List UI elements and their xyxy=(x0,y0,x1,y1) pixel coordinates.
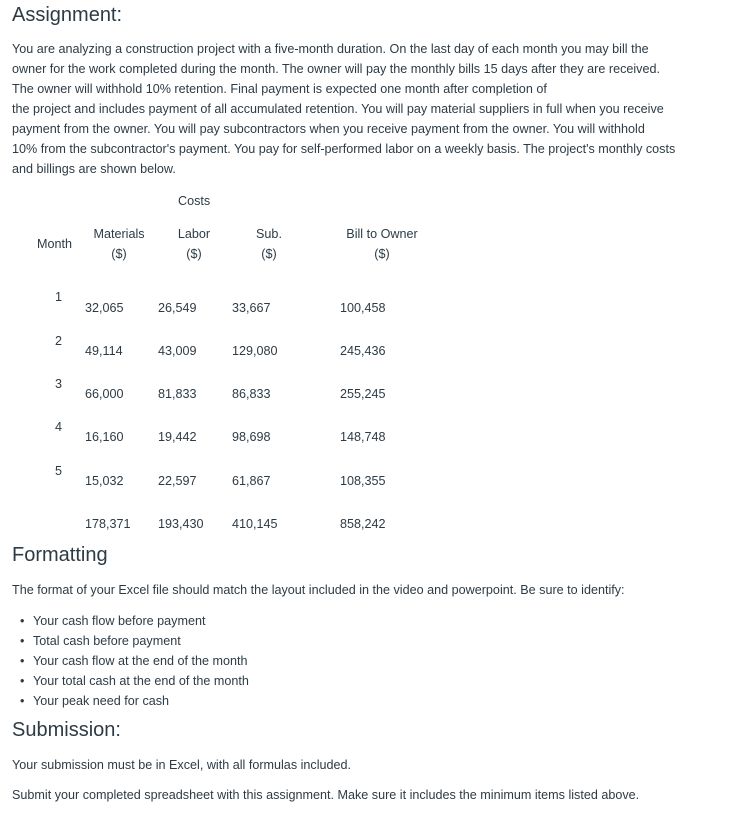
paragraph-line: owner for the work completed during the month. The owner will pay the monthly bills 15 days after they are received. xyxy=(12,62,660,76)
header-labor-unit: ($) xyxy=(186,247,202,261)
cell-materials: 66,000 xyxy=(85,387,124,401)
header-materials: Materials xyxy=(93,227,145,241)
cell-sub: 86,833 xyxy=(232,387,271,401)
cell-month: 5 xyxy=(55,464,63,478)
submission-line-1: Your submission must be in Excel, with all formulas included. xyxy=(12,758,352,772)
cell-materials: 49,114 xyxy=(85,344,123,358)
cell-labor: 26,549 xyxy=(158,301,197,315)
list-item: • Total cash before payment xyxy=(20,631,249,651)
submission-heading: Submission: xyxy=(12,719,121,741)
list-item: • Your cash flow before payment xyxy=(20,611,249,631)
cell-bill: 148,748 xyxy=(340,430,386,444)
cell-sub: 129,080 xyxy=(232,344,278,358)
submission-line-2: Submit your completed spreadsheet with this assignment. Make sure it includes the minimum items listed above. xyxy=(12,788,640,802)
paragraph-line: You are analyzing a construction project with a five-month duration. On the last day of each month you may bill the xyxy=(12,42,649,56)
cell-labor: 81,833 xyxy=(158,387,197,401)
cell-month: 3 xyxy=(55,377,63,391)
total-materials: 178,371 xyxy=(85,517,131,531)
cell-bill: 245,436 xyxy=(340,344,386,358)
list-item: • Your cash flow at the end of the month xyxy=(20,651,249,671)
cell-sub: 61,867 xyxy=(232,474,271,488)
paragraph-line: payment from the owner. You will pay subcontractors when you receive payment from the owner. You will withhold xyxy=(12,122,645,136)
cell-month: 4 xyxy=(55,420,63,434)
assignment-paragraph xyxy=(12,39,724,179)
paragraph-line: The owner will withhold 10% retention. Final payment is expected one month after completion of xyxy=(12,82,547,96)
paragraph-line: 10% from the subcontractor's payment. You pay for self-performed labor on a weekly basis. The project's monthly costs xyxy=(12,142,676,156)
paragraph-line: the project and includes payment of all accumulated retention. You will pay material suppliers in full when you receive xyxy=(12,102,664,116)
assignment-heading: Assignment: xyxy=(12,4,123,26)
cell-bill: 108,355 xyxy=(340,474,386,488)
total-bill: 858,242 xyxy=(340,517,386,531)
cell-bill: 100,458 xyxy=(340,301,386,315)
header-sub: Sub. xyxy=(256,227,282,241)
cell-labor: 43,009 xyxy=(158,344,197,358)
header-labor: Labor xyxy=(177,227,211,241)
cell-materials: 32,065 xyxy=(85,301,124,315)
header-bill: Bill to Owner xyxy=(346,227,418,241)
cell-labor: 19,442 xyxy=(158,430,197,444)
header-bill-unit: ($) xyxy=(374,247,390,261)
formatting-list xyxy=(20,611,249,711)
cell-month: 2 xyxy=(55,334,63,348)
list-item: • Your total cash at the end of the month xyxy=(20,671,249,691)
cell-materials: 15,032 xyxy=(85,474,124,488)
paragraph-line: and billings are shown below. xyxy=(12,162,176,176)
list-item: • Your peak need for cash xyxy=(20,691,249,711)
cell-bill: 255,245 xyxy=(340,387,386,401)
header-month: Month xyxy=(37,237,73,251)
header-sub-unit: ($) xyxy=(261,247,277,261)
header-materials-unit: ($) xyxy=(111,247,127,261)
total-labor: 193,430 xyxy=(158,517,204,531)
formatting-heading: Formatting xyxy=(12,544,108,566)
cell-sub: 33,667 xyxy=(232,301,271,315)
cell-month: 1 xyxy=(55,290,63,304)
cell-labor: 22,597 xyxy=(158,474,197,488)
costs-group-header: Costs xyxy=(178,194,211,208)
total-sub: 410,145 xyxy=(232,517,278,531)
cell-materials: 16,160 xyxy=(85,430,124,444)
cell-sub: 98,698 xyxy=(232,430,271,444)
formatting-intro: The format of your Excel file should match the layout included in the video and powerpoint. Be sure to identify: xyxy=(12,583,625,597)
